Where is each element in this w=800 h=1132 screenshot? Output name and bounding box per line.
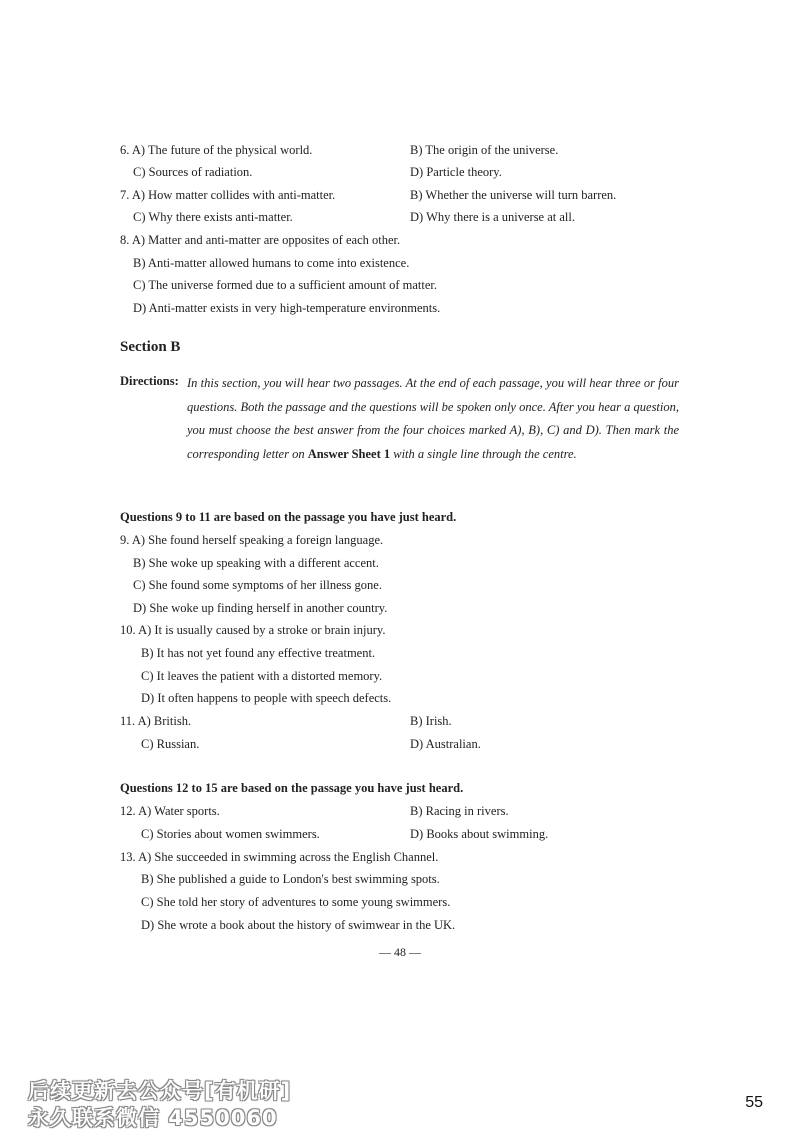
q9-option-a: 9. A) She found herself speaking a foreign language. — [120, 533, 384, 547]
q11-option-a: 11. A) British. — [120, 714, 192, 728]
group2-heading: Questions 12 to 15 are based on the passage you have just heard. — [120, 781, 464, 795]
q10-option-a: 10. A) It is usually caused by a stroke or brain injury. — [120, 623, 386, 637]
q6-option-c: C) Sources of radiation. — [133, 165, 253, 179]
page-number: — 48 — — [379, 945, 421, 959]
q11-option-b: B) Irish. — [410, 714, 452, 728]
q7-option-d: D) Why there is a universe at all. — [410, 210, 575, 224]
corner-page-number: 55 — [745, 1094, 763, 1111]
q8-option-a: 8. A) Matter and anti-matter are opposites of each other. — [120, 233, 401, 247]
q13-option-b: B) She published a guide to London's best swimming spots. — [141, 872, 440, 886]
q12-option-a: 12. A) Water sports. — [120, 804, 220, 818]
q8-option-c: C) The universe formed due to a sufficient amount of matter. — [133, 278, 437, 292]
q6-option-d: D) Particle theory. — [410, 165, 502, 179]
q10-option-b: B) It has not yet found any effective treatment. — [141, 646, 376, 660]
q6-option-b: B) The origin of the universe. — [410, 143, 559, 157]
q12-option-b: B) Racing in rivers. — [410, 804, 509, 818]
q12-option-c: C) Stories about women swimmers. — [141, 827, 320, 841]
q7-option-b: B) Whether the universe will turn barren. — [410, 188, 617, 202]
watermark-line-2: 永久联系微信 4550060 — [28, 1106, 278, 1130]
q10-option-d: D) It often happens to people with speech defects. — [141, 691, 392, 705]
directions-text: In this section, you will hear two passages. At the end of each passage, you will hear three or four questions. Both the passage and the questions will be spoken only once. After you hear a question, you must choose the best answer from the four choices marked A), B), C) and D). Then mark the corresponding letter on Answer Sheet 1 with a single line through the centre. — [187, 376, 679, 461]
q7-option-a: 7. A) How matter collides with anti-matter. — [120, 188, 336, 202]
q6-option-a: 6. A) The future of the physical world. — [120, 143, 313, 157]
directions-label: Directions: — [120, 374, 179, 388]
q9-option-c: C) She found some symptoms of her illness gone. — [133, 578, 382, 592]
q11-option-c: C) Russian. — [141, 737, 200, 751]
q12-option-d: D) Books about swimming. — [410, 827, 549, 841]
q9-option-d: D) She woke up finding herself in another country. — [133, 601, 388, 615]
section-title: Section B — [120, 339, 181, 355]
group1-heading: Questions 9 to 11 are based on the passage you have just heard. — [120, 510, 457, 524]
q7-option-c: C) Why there exists anti-matter. — [133, 210, 293, 224]
q13-option-d: D) She wrote a book about the history of swimwear in the UK. — [141, 918, 456, 932]
q8-option-d: D) Anti-matter exists in very high-temperature environments. — [133, 301, 441, 315]
q10-option-c: C) It leaves the patient with a distorted memory. — [141, 669, 383, 683]
q13-option-a: 13. A) She succeeded in swimming across the English Channel. — [120, 850, 439, 864]
watermark-line-1: 后续更新去公众号[有机研] — [28, 1079, 292, 1103]
q13-option-c: C) She told her story of adventures to some young swimmers. — [141, 895, 451, 909]
q11-option-d: D) Australian. — [410, 737, 481, 751]
answer-sheet-label: Answer Sheet 1 — [307, 446, 391, 461]
q8-option-b: B) Anti-matter allowed humans to come into existence. — [133, 256, 410, 270]
q9-option-b: B) She woke up speaking with a different accent. — [133, 556, 379, 570]
